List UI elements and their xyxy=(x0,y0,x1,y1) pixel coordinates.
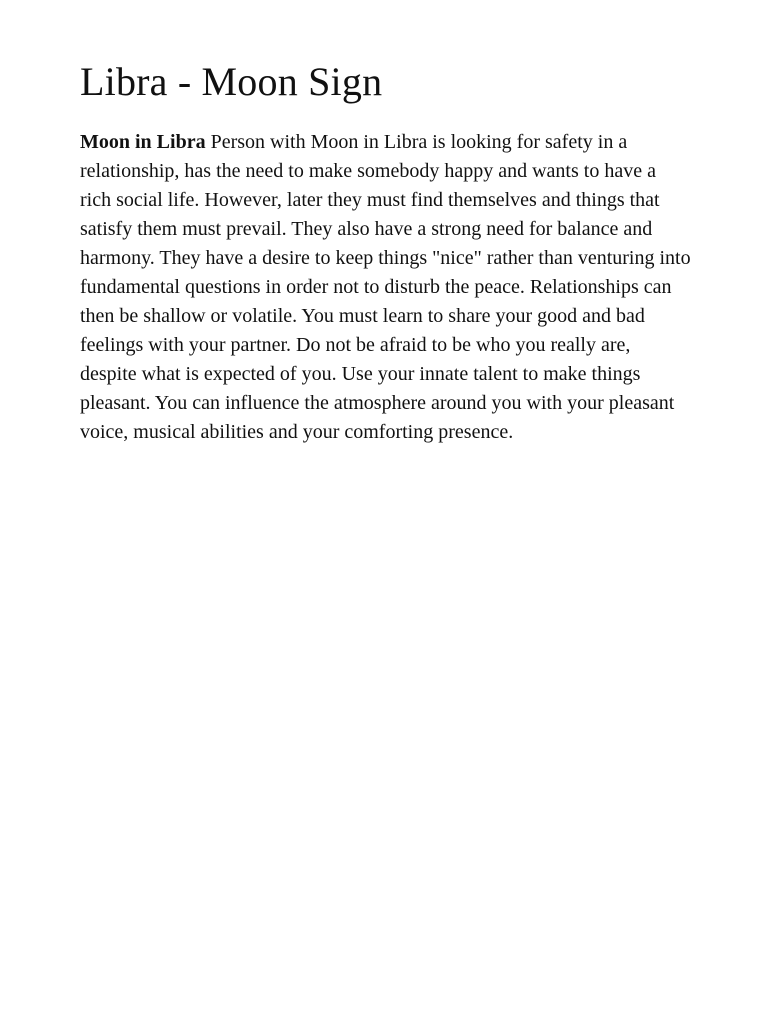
page-title: Libra - Moon Sign xyxy=(80,59,383,104)
lead-term: Moon in Libra xyxy=(80,131,206,153)
body-paragraph xyxy=(80,128,692,447)
body-text: Person with Moon in Libra is looking for safety in a relationship, has the need to make somebody happy and wants to have a rich social life. However, later they must find themselves and things that satisfy them must prevail. They also have a strong need for balance and harmony. They have a desire to keep things "nice" rather than venturing into fundamental questions in order not to disturb the peace. Relationships can then be shallow or volatile. You must learn to share your good and bad feelings with your partner. Do not be afraid to be who you really are, despite what is expected of you. Use your innate talent to make things pleasant. You can influence the atmosphere around you with your pleasant voice, musical abilities and your comforting presence. xyxy=(80,131,691,443)
